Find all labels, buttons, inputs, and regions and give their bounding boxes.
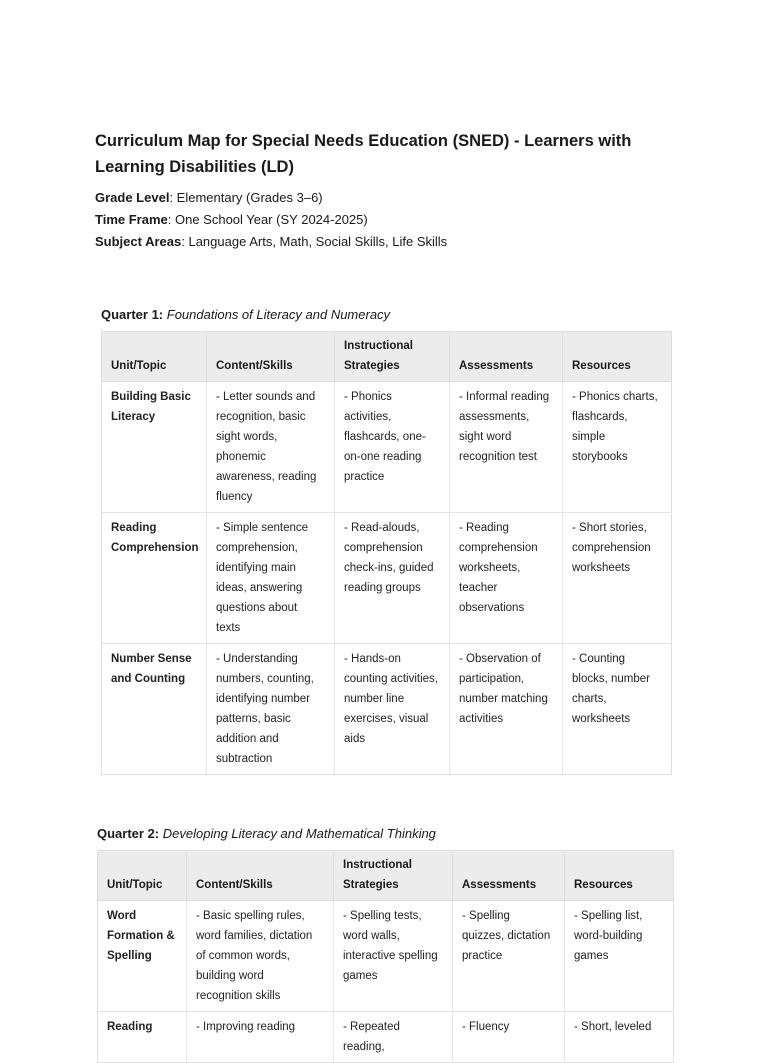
- cell-strategies: - Spelling tests, word walls, interactive spelling games: [334, 901, 453, 1012]
- column-header-instructional-strategies: Instructional Strategies: [335, 332, 450, 382]
- column-header-unit-topic: Unit/Topic: [102, 332, 207, 382]
- meta-label: Time Frame: [95, 212, 168, 227]
- quarter-2-heading: [97, 825, 436, 843]
- meta-grade-level: Grade Level: Elementary (Grades 3–6): [95, 190, 323, 205]
- table-row: [102, 513, 672, 644]
- table-row: [98, 901, 674, 1012]
- quarter-1-table: [101, 331, 672, 775]
- quarter-label: Quarter 1:: [101, 307, 164, 322]
- meta-value: One School Year (SY 2024-2025): [174, 212, 368, 227]
- cell-strategies: - Read-alouds, comprehension check-ins, guided reading groups: [335, 513, 450, 644]
- cell-resources: - Spelling list, word-building games: [565, 901, 674, 1012]
- quarter-title: Developing Literacy and Mathematical Thinking: [162, 826, 436, 841]
- cell-strategies: - Phonics activities, flashcards, one-on-one reading practice: [335, 382, 450, 513]
- cell-assessments: - Fluency: [453, 1012, 565, 1063]
- quarter-label: Quarter 2:: [97, 826, 160, 841]
- column-header-content-skills: Content/Skills: [207, 332, 335, 382]
- cell-strategies: - Hands-on counting activities, number line exercises, visual aids: [335, 644, 450, 775]
- cell-resources: - Counting blocks, number charts, worksheets: [563, 644, 672, 775]
- column-header-resources: Resources: [563, 332, 672, 382]
- column-header-content-skills: Content/Skills: [187, 851, 334, 901]
- column-header-resources: Resources: [565, 851, 674, 901]
- meta-value: Elementary (Grades 3–6): [176, 190, 323, 205]
- cell-assessments: - Reading comprehension worksheets, teacher observations: [450, 513, 563, 644]
- quarter-1-heading: [101, 306, 390, 324]
- cell-topic: Building Basic Literacy: [102, 382, 207, 513]
- meta-label: Subject Areas: [95, 234, 182, 249]
- cell-content: - Understanding numbers, counting, identifying number patterns, basic addition and subtraction: [207, 644, 335, 775]
- table-header-row: [98, 851, 674, 901]
- cell-resources: - Phonics charts, flashcards, simple storybooks: [563, 382, 672, 513]
- column-header-unit-topic: Unit/Topic: [98, 851, 187, 901]
- cell-topic: Reading: [98, 1012, 187, 1063]
- cell-content: - Letter sounds and recognition, basic sight words, phonemic awareness, reading fluency: [207, 382, 335, 513]
- meta-subject-areas: Subject Areas: Language Arts, Math, Social Skills, Life Skills: [95, 234, 448, 249]
- meta-value: Language Arts, Math, Social Skills, Life Skills: [188, 234, 448, 249]
- cell-assessments: - Informal reading assessments, sight word recognition test: [450, 382, 563, 513]
- cell-strategies: - Repeated reading,: [334, 1012, 453, 1063]
- cell-topic: Reading Comprehension: [102, 513, 207, 644]
- table-header-row: [102, 332, 672, 382]
- table-row: [102, 644, 672, 775]
- meta-time-frame: Time Frame: One School Year (SY 2024-2025): [95, 212, 368, 227]
- cell-content: - Basic spelling rules, word families, dictation of common words, building word recognition skills: [187, 901, 334, 1012]
- meta-label: Grade Level: [95, 190, 170, 205]
- cell-assessments: - Observation of participation, number matching activities: [450, 644, 563, 775]
- cell-topic: Word Formation & Spelling: [98, 901, 187, 1012]
- cell-content: - Improving reading: [187, 1012, 334, 1063]
- column-header-assessments: Assessments: [453, 851, 565, 901]
- cell-assessments: - Spelling quizzes, dictation practice: [453, 901, 565, 1012]
- column-header-instructional-strategies: Instructional Strategies: [334, 851, 453, 901]
- cell-content: - Simple sentence comprehension, identifying main ideas, answering questions about texts: [207, 513, 335, 644]
- quarter-2-table: [97, 850, 674, 1063]
- table-row: [98, 1012, 674, 1063]
- cell-topic: Number Sense and Counting: [102, 644, 207, 775]
- document-meta: [95, 187, 447, 253]
- document-title: Curriculum Map for Special Needs Education (SNED) - Learners with Learning Disabilities (LD): [95, 132, 632, 176]
- cell-resources: - Short stories, comprehension worksheets: [563, 513, 672, 644]
- cell-resources: - Short, leveled: [565, 1012, 674, 1063]
- quarter-title: Foundations of Literacy and Numeracy: [166, 307, 391, 322]
- column-header-assessments: Assessments: [450, 332, 563, 382]
- table-row: [102, 382, 672, 513]
